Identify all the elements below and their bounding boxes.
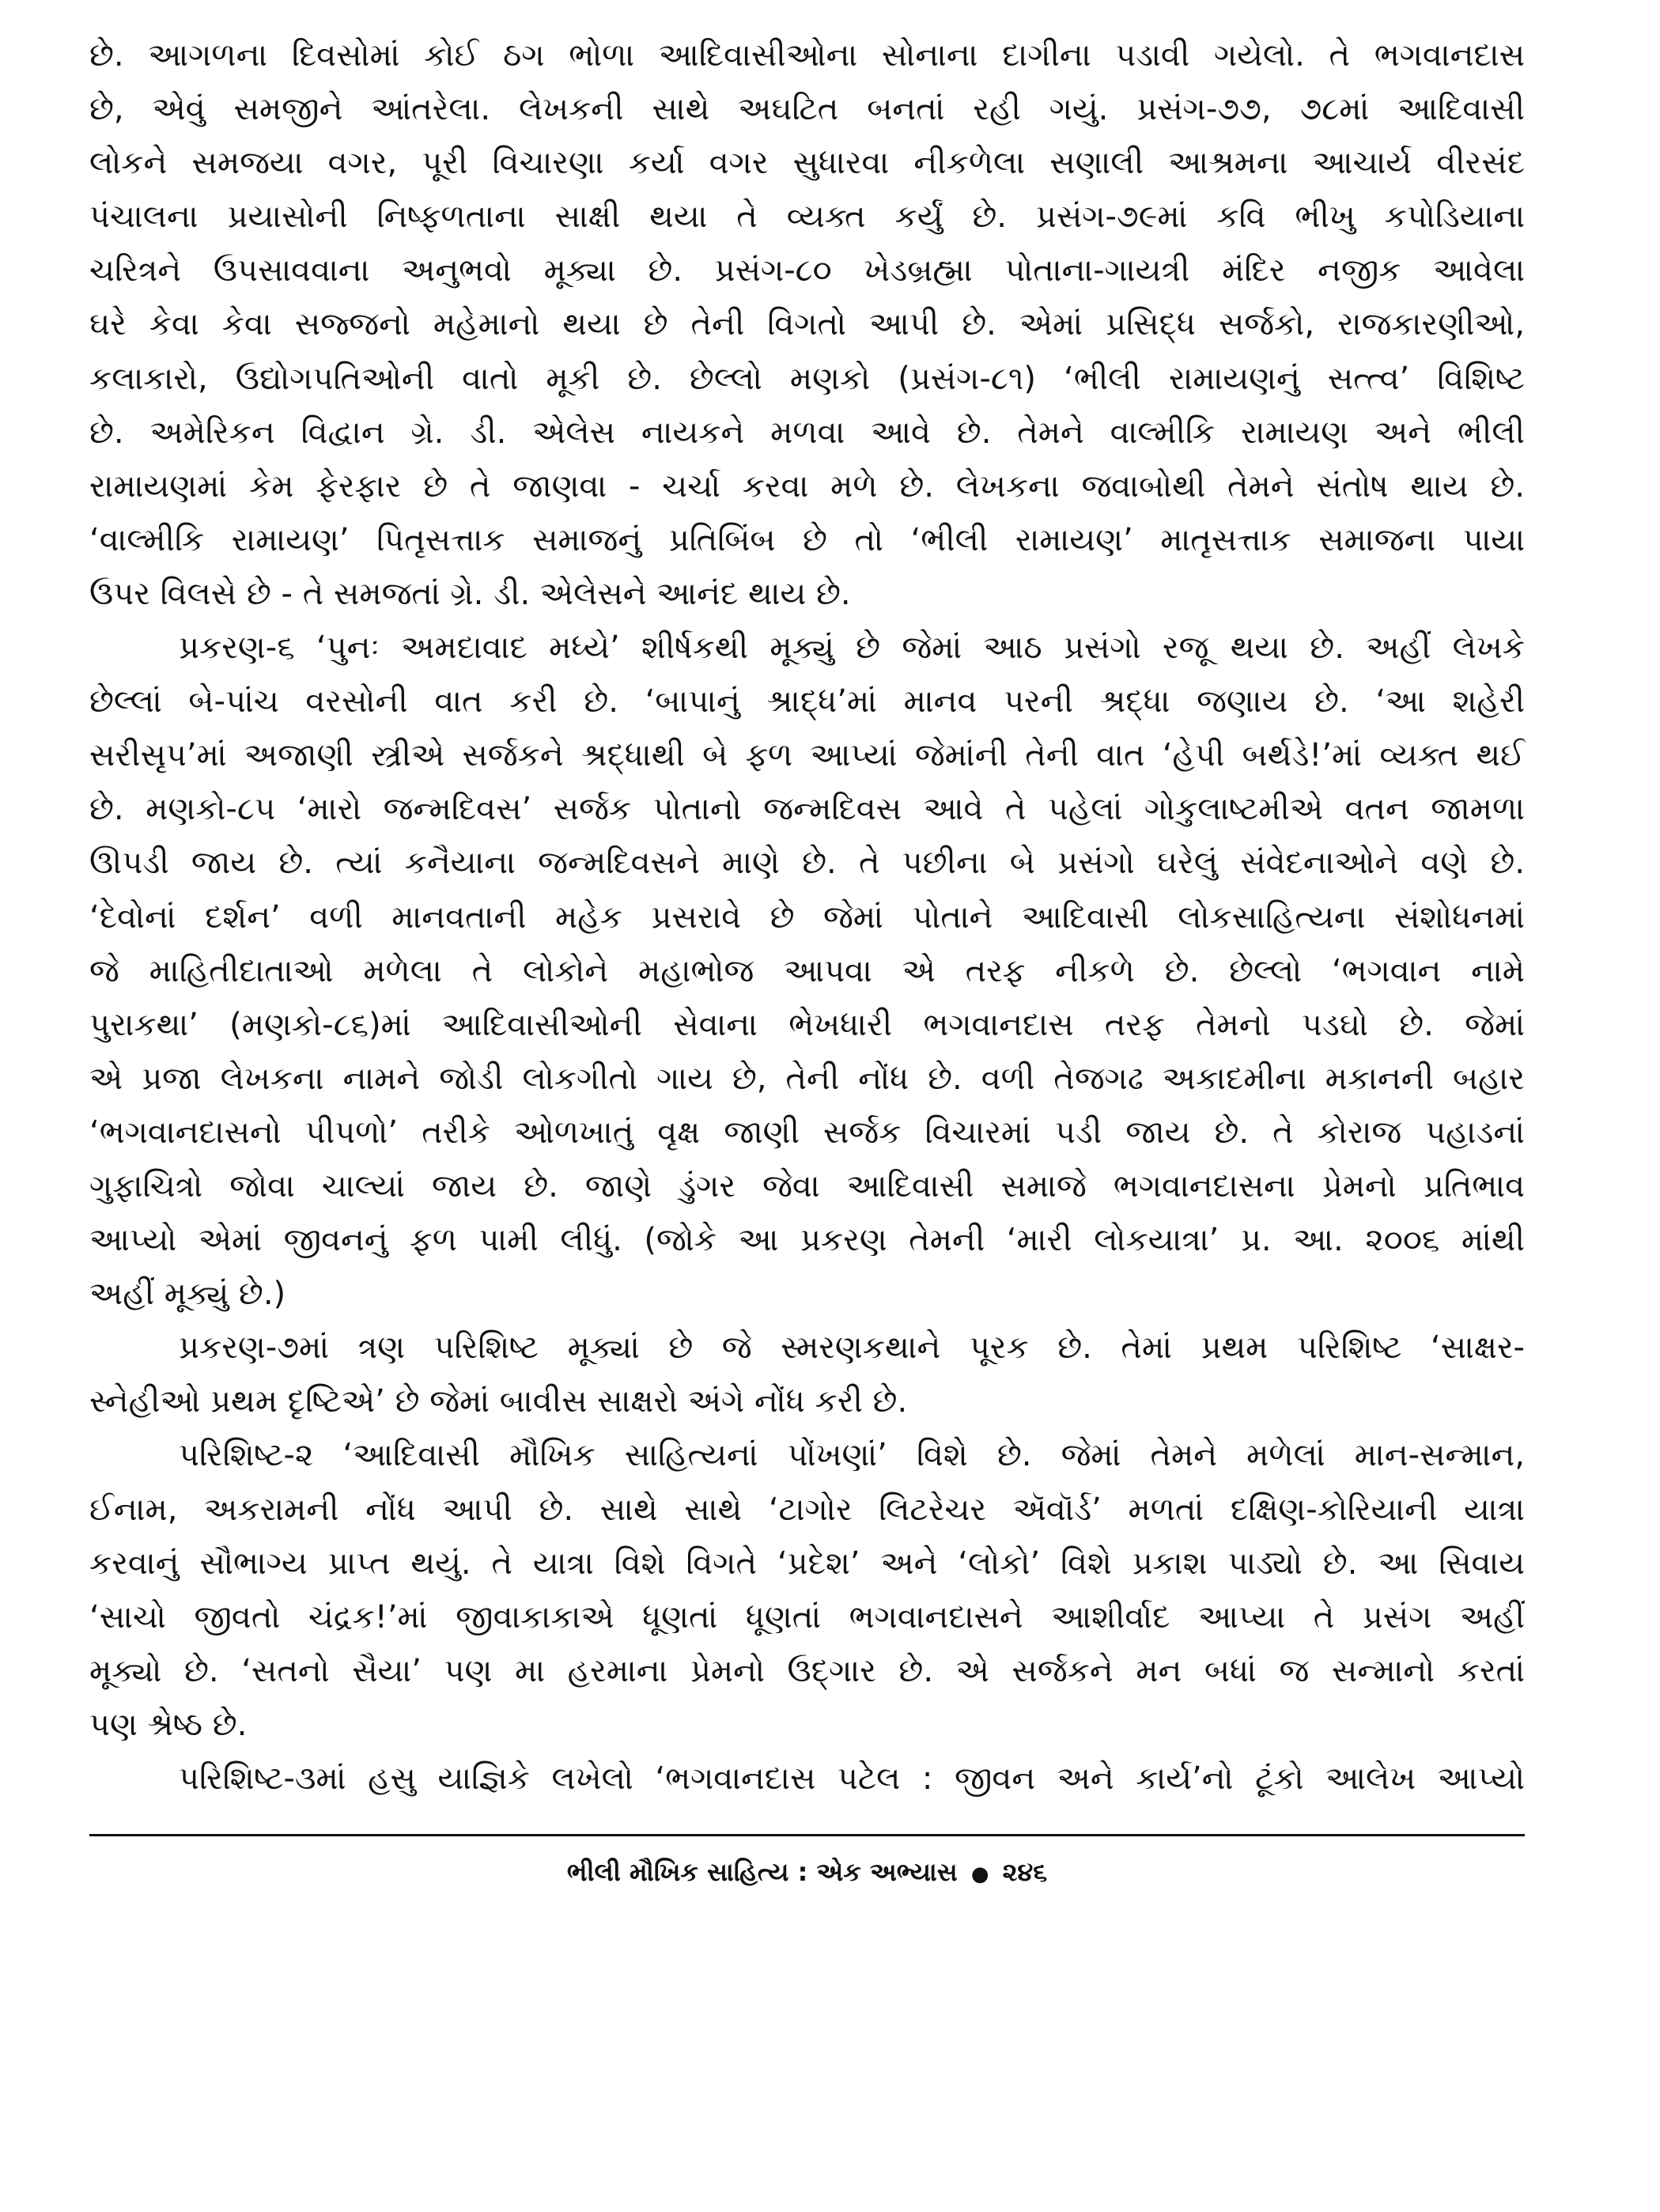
- text-line: મૂક્યો છે. ‘સતનો સૈયા’ પણ મા હરમાના પ્રેમનો ઉદ્ગાર છે. એ સર્જકને મન બધાં જ સન્માનો કરતાં: [89, 1652, 1525, 1689]
- text-line: કરવાનું સૌભાગ્ય પ્રાપ્ત થયું. તે યાત્રા વિશે વિગતે ‘પ્રદેશ’ અને ‘લોકો’ વિશે પ્રકાશ પાડ્યો છે. આ સિવાય: [89, 1545, 1525, 1582]
- text-line: ઊપડી જાય છે. ત્યાં કનૈયાના જન્મદિવસને માણે છે. તે પછીના બે પ્રસંગો ઘરેલું સંવેદનાઓને વણે છે.: [89, 845, 1525, 882]
- text-line: છે. મણકો-૮૫ ‘મારો જન્મદિવસ’ સર્જક પોતાનો જન્મદિવસ આવે તે પહેલાં ગોકુલાષ્ટમીએ વતન જામળા: [89, 791, 1525, 828]
- text-line: સ્નેહીઓ પ્રથમ દૃષ્ટિએ’ છે જેમાં બાવીસ સાક્ષરો અંગે નોંધ કરી છે.: [89, 1383, 908, 1420]
- running-footer: [89, 1852, 1525, 1894]
- text-line: ગુફાચિત્રો જોવા ચાલ્યાં જાય છે. જાણે ડુંગર જેવા આદિવાસી સમાજે ભગવાનદાસના પ્રેમનો પ્રતિભાવ: [89, 1167, 1525, 1204]
- text-line: એ પ્રજા લેખકના નામને જોડી લોકગીતો ગાય છે, તેની નોંધ છે. વળી તેજગઢ અકાદમીના મકાનની બહાર: [89, 1060, 1525, 1097]
- text-line: છે. અમેરિકન વિદ્વાન ગ્રે. ડી. એલેસ નાયકને મળવા આવે છે. તેમને વાલ્મીકિ રામાયણ અને ભીલી: [89, 414, 1525, 451]
- text-line: ઘરે કેવા કેવા સજ્જનો મહેમાનો થયા છે તેની વિગતો આપી છે. એમાં પ્રસિદ્ધ સર્જકો, રાજકારણીઓ,: [89, 306, 1525, 343]
- text-line: પરિશિષ્ટ-૨ ‘આદિવાસી મૌખિક સાહિત્યનાં પોંખણાં’ વિશે છે. જેમાં તેમને મળેલાં માન-સન્માન,: [179, 1437, 1525, 1474]
- text-line: ચરિત્રને ઉપસાવવાના અનુભવો મૂક્યા છે. પ્રસંગ-૮૦ ખેડબ્રહ્મા પોતાના-ગાયત્રી મંદિર નજીક આવેલા: [89, 252, 1525, 289]
- page-number: ૨૪૬: [1002, 1857, 1048, 1887]
- paragraph-appendix-3: [89, 1752, 1525, 1806]
- text-line: ‘સાચો જીવતો ચંદ્રક!’માં જીવાકાકાએ ધૂણતાં ધૂણતાં ભગવાનદાસને આશીર્વાદ આપ્યા તે પ્રસંગ અહીં: [89, 1598, 1525, 1635]
- paragraph-continued: [89, 28, 1525, 621]
- text-line: અહીં મૂક્યું છે.): [89, 1276, 286, 1313]
- text-line: રામાયણમાં કેમ ફેરફાર છે તે જાણવા - ચર્ચા કરવા મળે છે. લેખકના જવાબોથી તેમને સંતોષ થાય છે.: [89, 467, 1525, 505]
- bullet-icon: ●: [970, 1862, 989, 1886]
- text-line: ‘દેવોનાં દર્શન’ વળી માનવતાની મહેક પ્રસરાવે છે જેમાં પોતાને આદિવાસી લોકસાહિત્યના સંશોધનમાં: [89, 898, 1525, 936]
- text-line: ‘ભગવાનદાસનો પીપળો’ તરીકે ઓળખાતું વૃક્ષ જાણી સર્જક વિચારમાં પડી જાય છે. તે કોરાજ પહાડનાં: [89, 1114, 1525, 1151]
- text-line: પુરાકથા’ (મણકો-૮૬)માં આદિવાસીઓની સેવાના ભેખધારી ભગવાનદાસ તરફ તેમનો પડઘો છે. જેમાં: [89, 1006, 1525, 1043]
- text-line: ‘વાલ્મીકિ રામાયણ’ પિતૃસત્તાક સમાજનું પ્રતિબિંબ છે તો ‘ભીલી રામાયણ’ માતૃસત્તાક સમાજના પાયા: [89, 521, 1525, 558]
- text-line: આપ્યો એમાં જીવનનું ફળ પામી લીધું. (જોકે આ પ્રકરણ તેમની ‘મારી લોકયાત્રા’ પ્ર. આ. ૨૦૦૬ માંથી: [89, 1222, 1525, 1259]
- text-line: છેલ્લાં બે-પાંચ વરસોની વાત કરી છે. ‘બાપાનું શ્રાદ્ધ’માં માનવ પરની શ્રદ્ધા જણાય છે. ‘આ શહેરી: [89, 683, 1525, 720]
- text-line: જે માહિતીદાતાઓ મળેલા તે લોકોને મહાભોજ આપવા એ તરફ નીકળે છે. છેલ્લો ‘ભગવાન નામે: [89, 952, 1525, 989]
- text-line: પંચાલના પ્રયાસોની નિષ્ફળતાના સાક્ષી થયા તે વ્યક્ત કર્યું છે. પ્રસંગ-૭૯માં કવિ ભીખુ કપોડિયાના: [89, 199, 1525, 236]
- text-line: છે. આગળના દિવસોમાં કોઈ ઠગ ભોળા આદિવાસીઓના સોનાના દાગીના પડાવી ગયેલો. તે ભગવાનદાસ: [89, 37, 1525, 74]
- text-line: છે, એવું સમજીને આંતરેલા. લેખકની સાથે અઘટિત બનતાં રહી ગયું. પ્રસંગ-૭૭, ૭૮માં આદિવાસી: [89, 91, 1525, 128]
- text-line: પ્રકરણ-૭માં ત્રણ પરિશિષ્ટ મૂક્યાં છે જે સ્મરણકથાને પૂરક છે. તેમાં પ્રથમ પરિશિષ્ટ ‘સાક્ષર-: [179, 1329, 1525, 1367]
- footer-rule: [89, 1834, 1525, 1836]
- body-text: [89, 28, 1525, 1806]
- paragraph-chapter-6: [89, 621, 1525, 1321]
- text-line: પ્રકરણ-૬ ‘પુનઃ અમદાવાદ મધ્યે’ શીર્ષકથી મૂક્યું છે જેમાં આઠ પ્રસંગો રજૂ થયા છે. અહીં લેખકે: [179, 630, 1525, 667]
- paragraph-appendix-2: [89, 1428, 1525, 1752]
- text-line: પણ શ્રેષ્ઠ છે.: [89, 1706, 248, 1743]
- text-line: સરીસૃપ’માં અજાણી સ્ત્રીએ સર્જકને શ્રદ્ધાથી બે ફળ આપ્યાં જેમાંની તેની વાત ‘હેપી બર્થડે!’માં વ્યક્ત થઈ: [89, 737, 1525, 774]
- text-line: પરિશિષ્ટ-૩માં હસુ યાજ્ઞિકે લખેલો ‘ભગવાનદાસ પટેલ : જીવન અને કાર્ય’નો ટૂંકો આલેખ આપ્યો: [179, 1760, 1525, 1797]
- paragraph-chapter-7: [89, 1321, 1525, 1428]
- text-line: ઈનામ, અકરામની નોંધ આપી છે. સાથે સાથે ‘ટાગોર લિટરેચર ઍવૉર્ડ’ મળતાં દક્ષિણ-કોરિયાની યાત્રા: [89, 1491, 1525, 1528]
- text-line: લોકને સમજયા વગર, પૂરી વિચારણા કર્યા વગર સુધારવા નીકળેલા સણાલી આશ્રમના આચાર્ય વીરસંદ: [89, 145, 1525, 182]
- book-title: ભીલી મૌખિક સાહિત્ય : એક અભ્યાસ: [566, 1857, 958, 1887]
- text-line: ઉપર વિલસે છે - તે સમજતાં ગ્રે. ડી. એલેસને આનંદ થાય છે.: [89, 575, 851, 612]
- text-line: કલાકારો, ઉદ્યોગપતિઓની વાતો મૂકી છે. છેલ્લો મણકો (પ્રસંગ-૮૧) ‘ભીલી રામાયણનું સત્ત્વ’ વિશિષ્ટ: [89, 360, 1525, 397]
